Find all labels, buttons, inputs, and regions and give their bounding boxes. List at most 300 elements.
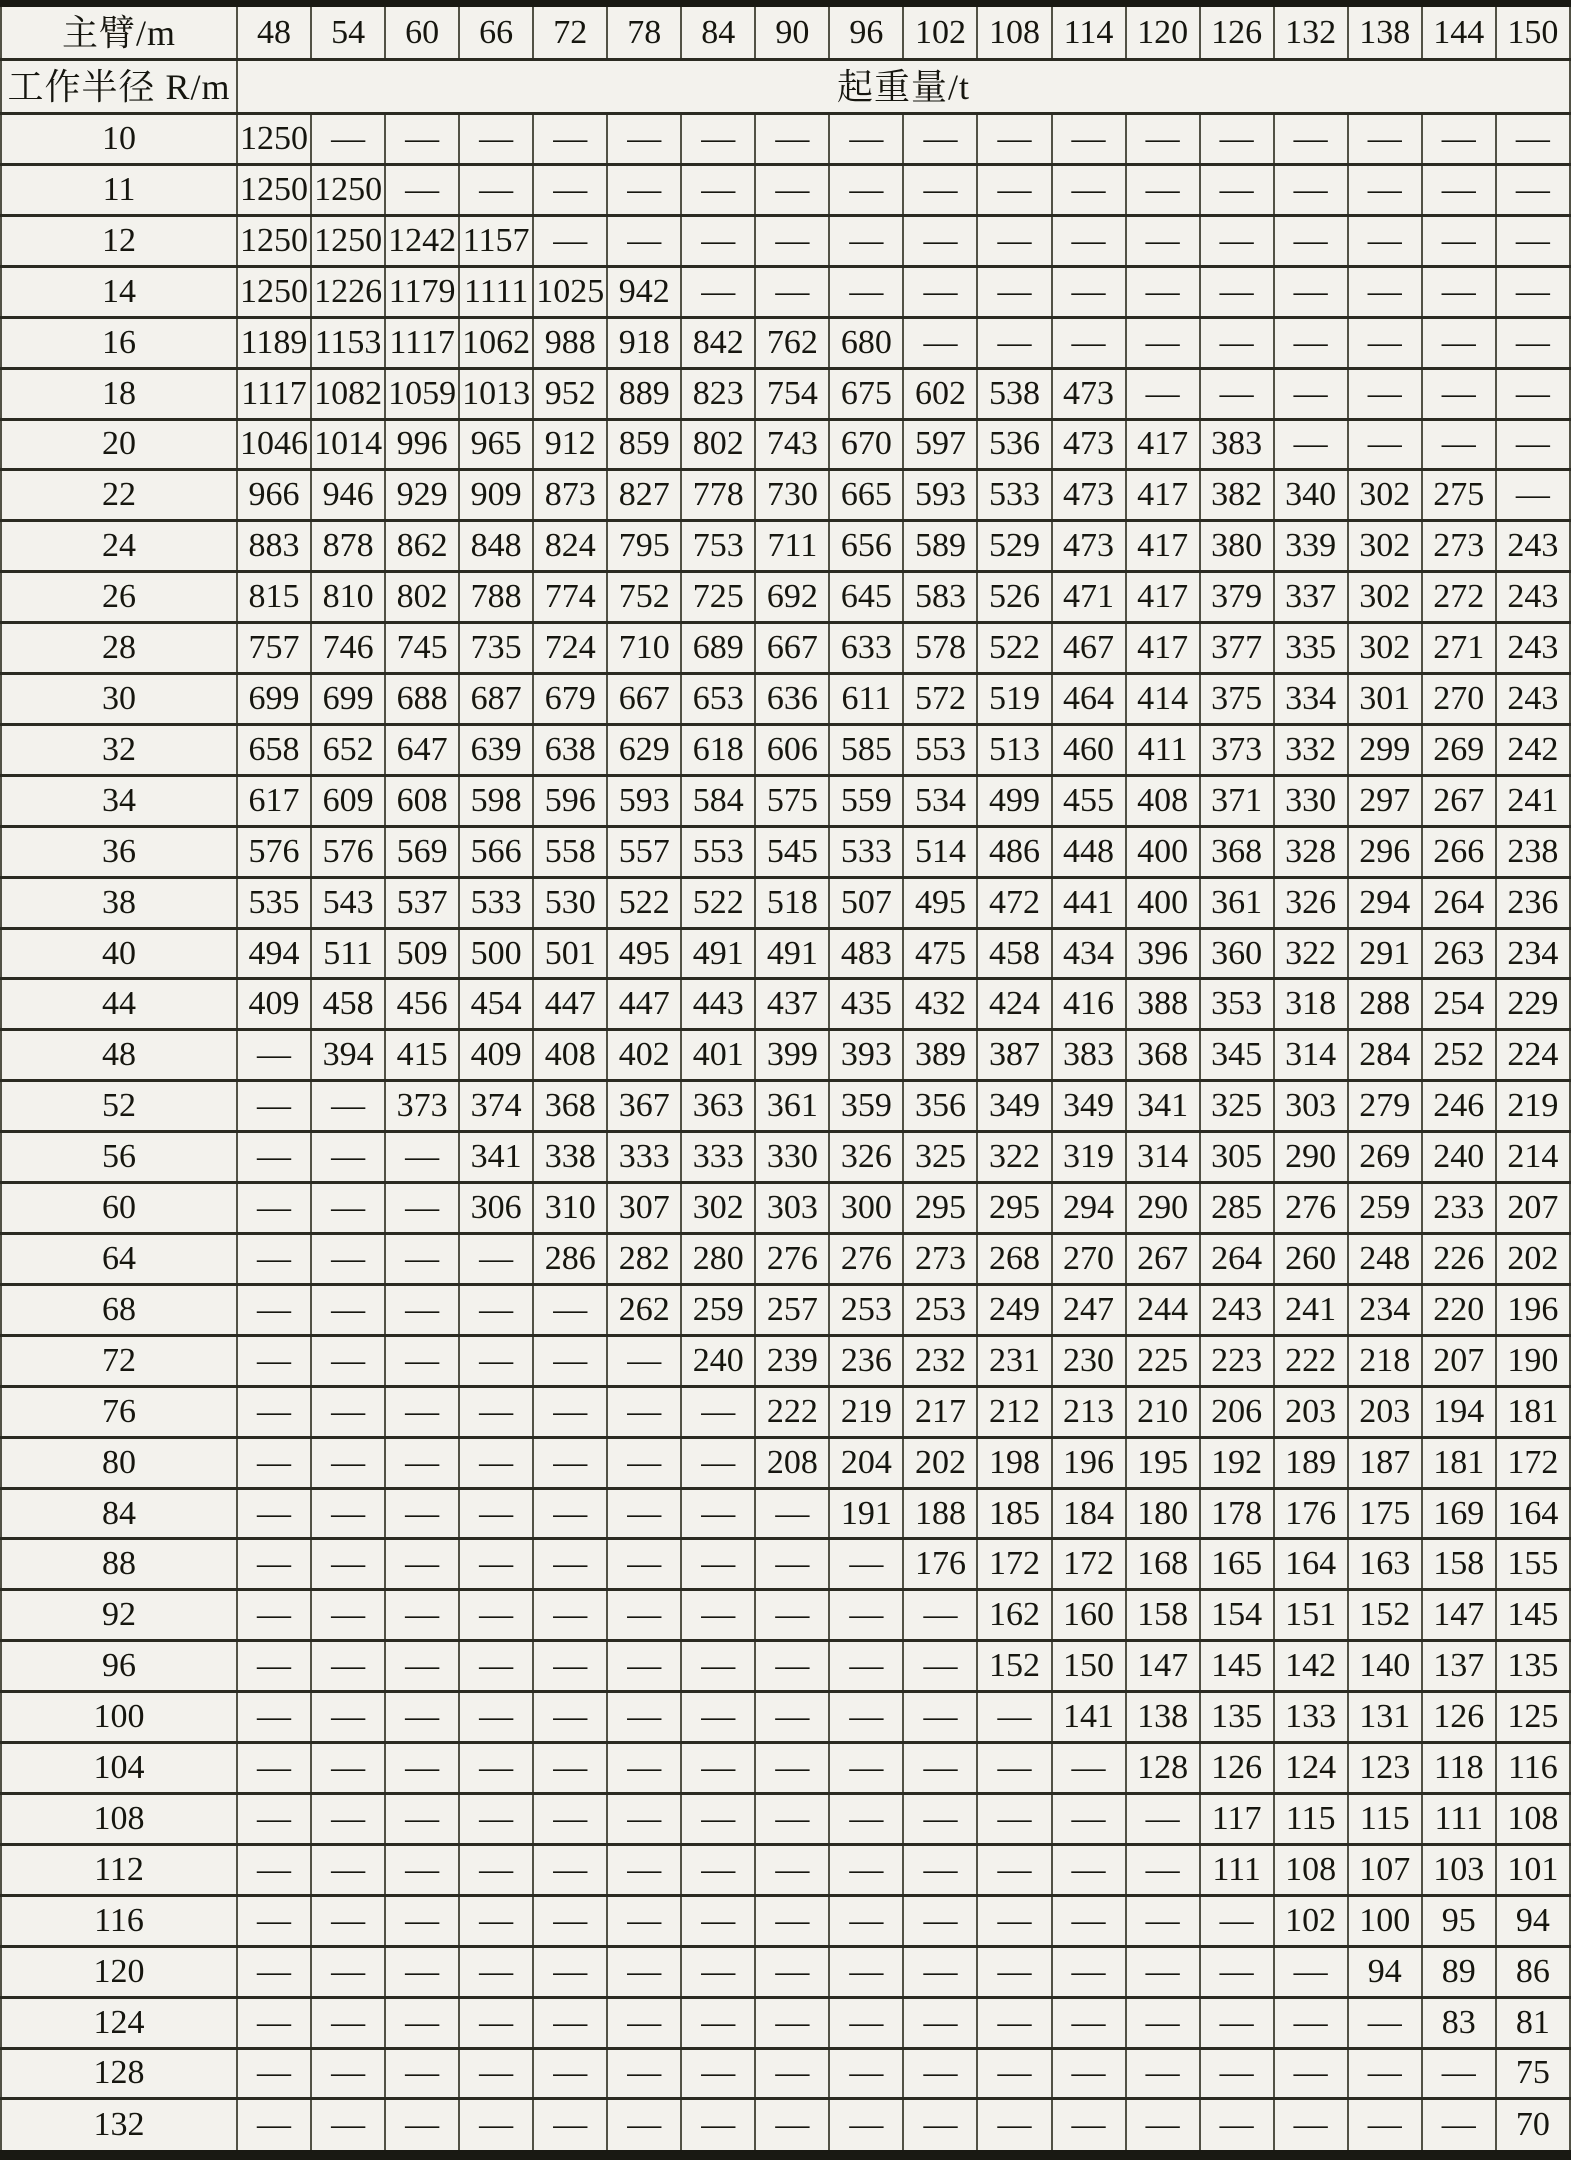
capacity-cell: 142 bbox=[1274, 1641, 1348, 1692]
capacity-cell: 645 bbox=[829, 572, 903, 623]
capacity-cell: 522 bbox=[681, 877, 755, 928]
capacity-cell: 1250 bbox=[311, 215, 385, 266]
capacity-cell: 699 bbox=[311, 674, 385, 725]
capacity-cell: 302 bbox=[1348, 470, 1422, 521]
boom-length-header: 108 bbox=[977, 4, 1051, 60]
capacity-cell: — bbox=[1126, 2048, 1200, 2099]
capacity-cell: 307 bbox=[607, 1183, 681, 1234]
capacity-cell: 219 bbox=[1496, 1081, 1570, 1132]
capacity-cell: — bbox=[755, 1692, 829, 1743]
boom-length-header: 102 bbox=[903, 4, 977, 60]
table-row bbox=[1, 2048, 1570, 2099]
boom-length-header: 120 bbox=[1126, 4, 1200, 60]
capacity-cell: 473 bbox=[1052, 419, 1126, 470]
capacity-cell: — bbox=[311, 1844, 385, 1895]
capacity-cell: — bbox=[903, 266, 977, 317]
capacity-header-row bbox=[1, 60, 1570, 114]
capacity-cell: — bbox=[237, 1234, 311, 1285]
capacity-cell: 219 bbox=[829, 1386, 903, 1437]
capacity-cell: 824 bbox=[533, 521, 607, 572]
capacity-cell: — bbox=[1052, 114, 1126, 165]
table-row bbox=[1, 114, 1570, 165]
capacity-cell: — bbox=[533, 1386, 607, 1437]
capacity-cell: — bbox=[237, 1793, 311, 1844]
capacity-cell: 217 bbox=[903, 1386, 977, 1437]
capacity-cell: 553 bbox=[903, 724, 977, 775]
capacity-cell: 596 bbox=[533, 775, 607, 826]
capacity-cell: 499 bbox=[977, 775, 1051, 826]
capacity-cell: 530 bbox=[533, 877, 607, 928]
capacity-cell: — bbox=[1496, 317, 1570, 368]
capacity-cell: 589 bbox=[903, 521, 977, 572]
table-row bbox=[1, 470, 1570, 521]
capacity-cell: 606 bbox=[755, 724, 829, 775]
capacity-cell: 454 bbox=[459, 979, 533, 1030]
capacity-cell: 667 bbox=[755, 623, 829, 674]
capacity-cell: 778 bbox=[681, 470, 755, 521]
capacity-cell: 152 bbox=[1348, 1590, 1422, 1641]
capacity-cell: 883 bbox=[237, 521, 311, 572]
capacity-cell: 522 bbox=[977, 623, 1051, 674]
capacity-cell: 158 bbox=[1126, 1590, 1200, 1641]
capacity-cell: — bbox=[607, 1437, 681, 1488]
capacity-cell: — bbox=[459, 1386, 533, 1437]
capacity-cell: — bbox=[607, 1946, 681, 1997]
capacity-cell: 94 bbox=[1496, 1895, 1570, 1946]
capacity-cell: 361 bbox=[755, 1081, 829, 1132]
capacity-cell: 460 bbox=[1052, 724, 1126, 775]
capacity-cell: — bbox=[681, 1844, 755, 1895]
radius-cell: 72 bbox=[1, 1335, 237, 1386]
capacity-cell: 583 bbox=[903, 572, 977, 623]
radius-cell: 96 bbox=[1, 1641, 237, 1692]
capacity-cell: — bbox=[1052, 1743, 1126, 1794]
capacity-cell: 942 bbox=[607, 266, 681, 317]
capacity-cell: 1250 bbox=[237, 266, 311, 317]
capacity-cell: 724 bbox=[533, 623, 607, 674]
capacity-cell: 566 bbox=[459, 826, 533, 877]
capacity-cell: 310 bbox=[533, 1183, 607, 1234]
capacity-cell: 276 bbox=[829, 1234, 903, 1285]
capacity-cell: — bbox=[311, 1437, 385, 1488]
capacity-cell: — bbox=[755, 114, 829, 165]
capacity-cell: — bbox=[237, 1284, 311, 1335]
capacity-cell: 94 bbox=[1348, 1946, 1422, 1997]
capacity-cell: — bbox=[1348, 164, 1422, 215]
capacity-cell: 208 bbox=[755, 1437, 829, 1488]
capacity-cell: — bbox=[1052, 266, 1126, 317]
capacity-cell: 271 bbox=[1422, 623, 1496, 674]
capacity-cell: 204 bbox=[829, 1437, 903, 1488]
capacity-cell: 285 bbox=[1200, 1183, 1274, 1234]
radius-cell: 44 bbox=[1, 979, 237, 1030]
capacity-cell: 247 bbox=[1052, 1284, 1126, 1335]
capacity-cell: — bbox=[385, 1234, 459, 1285]
capacity-cell: — bbox=[385, 1946, 459, 1997]
capacity-cell: 1179 bbox=[385, 266, 459, 317]
capacity-cell: — bbox=[1200, 114, 1274, 165]
capacity-cell: — bbox=[681, 2099, 755, 2155]
capacity-cell: 154 bbox=[1200, 1590, 1274, 1641]
capacity-cell: 294 bbox=[1348, 877, 1422, 928]
capacity-cell: 86 bbox=[1496, 1946, 1570, 1997]
capacity-cell: — bbox=[977, 1844, 1051, 1895]
capacity-cell: 537 bbox=[385, 877, 459, 928]
capacity-cell: 268 bbox=[977, 1234, 1051, 1285]
capacity-cell: 518 bbox=[755, 877, 829, 928]
capacity-cell: 529 bbox=[977, 521, 1051, 572]
capacity-cell: 952 bbox=[533, 368, 607, 419]
boom-length-header: 96 bbox=[829, 4, 903, 60]
capacity-cell: 745 bbox=[385, 623, 459, 674]
capacity-cell: — bbox=[755, 164, 829, 215]
capacity-cell: 116 bbox=[1496, 1743, 1570, 1794]
capacity-cell: 534 bbox=[903, 775, 977, 826]
capacity-cell: — bbox=[755, 1539, 829, 1590]
capacity-cell: 401 bbox=[681, 1030, 755, 1081]
capacity-cell: 680 bbox=[829, 317, 903, 368]
capacity-cell: 377 bbox=[1200, 623, 1274, 674]
capacity-cell: — bbox=[681, 1386, 755, 1437]
capacity-cell: — bbox=[607, 114, 681, 165]
capacity-cell: 243 bbox=[1200, 1284, 1274, 1335]
boom-header-row bbox=[1, 4, 1570, 60]
boom-length-header: 84 bbox=[681, 4, 755, 60]
capacity-cell: 611 bbox=[829, 674, 903, 725]
capacity-cell: — bbox=[385, 1590, 459, 1641]
capacity-cell: 264 bbox=[1200, 1234, 1274, 1285]
capacity-cell: — bbox=[1348, 368, 1422, 419]
capacity-cell: 100 bbox=[1348, 1895, 1422, 1946]
capacity-cell: 306 bbox=[459, 1183, 533, 1234]
capacity-cell: — bbox=[903, 114, 977, 165]
table-row bbox=[1, 1488, 1570, 1539]
capacity-cell: 1153 bbox=[311, 317, 385, 368]
capacity-cell: — bbox=[977, 215, 1051, 266]
capacity-cell: 246 bbox=[1422, 1081, 1496, 1132]
capacity-cell: 495 bbox=[903, 877, 977, 928]
capacity-cell: — bbox=[533, 2099, 607, 2155]
capacity-cell: — bbox=[385, 114, 459, 165]
capacity-cell: 189 bbox=[1274, 1437, 1348, 1488]
capacity-cell: 240 bbox=[1422, 1132, 1496, 1183]
capacity-cell: — bbox=[385, 1335, 459, 1386]
capacity-cell: — bbox=[311, 1997, 385, 2048]
capacity-cell: — bbox=[459, 1539, 533, 1590]
capacity-cell: — bbox=[1274, 1946, 1348, 1997]
capacity-cell: — bbox=[1274, 1997, 1348, 2048]
capacity-cell: — bbox=[237, 1997, 311, 2048]
radius-cell: 30 bbox=[1, 674, 237, 725]
capacity-cell: 593 bbox=[607, 775, 681, 826]
capacity-cell: 229 bbox=[1496, 979, 1570, 1030]
table-row bbox=[1, 164, 1570, 215]
capacity-cell: — bbox=[829, 1946, 903, 1997]
capacity-cell: — bbox=[1126, 266, 1200, 317]
capacity-cell: 464 bbox=[1052, 674, 1126, 725]
capacity-cell: — bbox=[1274, 2048, 1348, 2099]
capacity-cell: — bbox=[1274, 164, 1348, 215]
capacity-cell: — bbox=[829, 2048, 903, 2099]
capacity-cell: 519 bbox=[977, 674, 1051, 725]
capacity-cell: 349 bbox=[1052, 1081, 1126, 1132]
capacity-cell: — bbox=[903, 2048, 977, 2099]
capacity-cell: 424 bbox=[977, 979, 1051, 1030]
capacity-cell: 810 bbox=[311, 572, 385, 623]
capacity-cell: — bbox=[533, 114, 607, 165]
capacity-cell: 815 bbox=[237, 572, 311, 623]
capacity-cell: 688 bbox=[385, 674, 459, 725]
capacity-cell: 699 bbox=[237, 674, 311, 725]
capacity-cell: 514 bbox=[903, 826, 977, 877]
capacity-cell: 210 bbox=[1126, 1386, 1200, 1437]
capacity-cell: — bbox=[385, 1641, 459, 1692]
capacity-cell: 239 bbox=[755, 1335, 829, 1386]
capacity-cell: 194 bbox=[1422, 1386, 1496, 1437]
capacity-cell: 471 bbox=[1052, 572, 1126, 623]
capacity-cell: — bbox=[681, 114, 755, 165]
capacity-cell: 522 bbox=[607, 877, 681, 928]
capacity-cell: 417 bbox=[1126, 623, 1200, 674]
boom-length-header: 60 bbox=[385, 4, 459, 60]
table-row bbox=[1, 1132, 1570, 1183]
capacity-cell: 165 bbox=[1200, 1539, 1274, 1590]
capacity-cell: 257 bbox=[755, 1284, 829, 1335]
capacity-cell: 135 bbox=[1496, 1641, 1570, 1692]
capacity-cell: — bbox=[311, 1284, 385, 1335]
capacity-cell: 223 bbox=[1200, 1335, 1274, 1386]
capacity-cell: 202 bbox=[1496, 1234, 1570, 1285]
capacity-cell: 230 bbox=[1052, 1335, 1126, 1386]
capacity-cell: — bbox=[1052, 1895, 1126, 1946]
capacity-cell: — bbox=[977, 2048, 1051, 2099]
capacity-cell: — bbox=[755, 215, 829, 266]
capacity-cell: 188 bbox=[903, 1488, 977, 1539]
capacity-cell: 196 bbox=[1496, 1284, 1570, 1335]
capacity-cell: 140 bbox=[1348, 1641, 1422, 1692]
capacity-cell: 417 bbox=[1126, 572, 1200, 623]
radius-header-label: 工作半径 R/m bbox=[1, 60, 237, 114]
capacity-cell: 103 bbox=[1422, 1844, 1496, 1895]
capacity-cell: 572 bbox=[903, 674, 977, 725]
capacity-cell: 168 bbox=[1126, 1539, 1200, 1590]
capacity-cell: — bbox=[903, 1590, 977, 1641]
capacity-cell: — bbox=[1200, 2099, 1274, 2155]
capacity-cell: 368 bbox=[533, 1081, 607, 1132]
table-row bbox=[1, 368, 1570, 419]
capacity-cell: 373 bbox=[385, 1081, 459, 1132]
capacity-cell: — bbox=[681, 1488, 755, 1539]
capacity-cell: 145 bbox=[1200, 1641, 1274, 1692]
radius-cell: 92 bbox=[1, 1590, 237, 1641]
capacity-cell: 363 bbox=[681, 1081, 755, 1132]
capacity-cell: 402 bbox=[607, 1030, 681, 1081]
capacity-cell: 1025 bbox=[533, 266, 607, 317]
capacity-cell: — bbox=[681, 1539, 755, 1590]
capacity-cell: — bbox=[829, 1641, 903, 1692]
capacity-cell: 241 bbox=[1496, 775, 1570, 826]
capacity-cell: — bbox=[533, 1437, 607, 1488]
capacity-cell: — bbox=[311, 1946, 385, 1997]
table-row bbox=[1, 826, 1570, 877]
table-row bbox=[1, 979, 1570, 1030]
capacity-cell: — bbox=[1126, 1895, 1200, 1946]
table-row bbox=[1, 1997, 1570, 2048]
capacity-cell: 687 bbox=[459, 674, 533, 725]
table-row bbox=[1, 266, 1570, 317]
capacity-cell: 576 bbox=[237, 826, 311, 877]
capacity-cell: — bbox=[681, 1437, 755, 1488]
capacity-cell: 299 bbox=[1348, 724, 1422, 775]
capacity-cell: 207 bbox=[1496, 1183, 1570, 1234]
boom-length-header: 114 bbox=[1052, 4, 1126, 60]
radius-cell: 104 bbox=[1, 1743, 237, 1794]
capacity-cell: 260 bbox=[1274, 1234, 1348, 1285]
capacity-cell: 408 bbox=[1126, 775, 1200, 826]
capacity-cell: — bbox=[385, 2099, 459, 2155]
radius-cell: 12 bbox=[1, 215, 237, 266]
capacity-cell: 213 bbox=[1052, 1386, 1126, 1437]
capacity-cell: 859 bbox=[607, 419, 681, 470]
capacity-cell: 889 bbox=[607, 368, 681, 419]
capacity-cell: 862 bbox=[385, 521, 459, 572]
capacity-cell: 224 bbox=[1496, 1030, 1570, 1081]
capacity-cell: — bbox=[607, 1844, 681, 1895]
capacity-cell: 1189 bbox=[237, 317, 311, 368]
table-row bbox=[1, 1692, 1570, 1743]
capacity-cell: — bbox=[237, 1743, 311, 1794]
capacity-cell: — bbox=[1422, 114, 1496, 165]
capacity-cell: — bbox=[903, 1692, 977, 1743]
capacity-cell: — bbox=[681, 1895, 755, 1946]
capacity-cell: — bbox=[1348, 419, 1422, 470]
capacity-cell: — bbox=[1126, 1844, 1200, 1895]
capacity-cell: 1062 bbox=[459, 317, 533, 368]
capacity-cell: 326 bbox=[1274, 877, 1348, 928]
capacity-cell: 341 bbox=[1126, 1081, 1200, 1132]
capacity-cell: 95 bbox=[1422, 1895, 1496, 1946]
capacity-cell: 1242 bbox=[385, 215, 459, 266]
capacity-cell: — bbox=[755, 1895, 829, 1946]
radius-cell: 28 bbox=[1, 623, 237, 674]
capacity-cell: 83 bbox=[1422, 1997, 1496, 2048]
capacity-cell: — bbox=[1274, 114, 1348, 165]
capacity-cell: — bbox=[1348, 2099, 1422, 2155]
capacity-cell: 409 bbox=[459, 1030, 533, 1081]
capacity-cell: 147 bbox=[1422, 1590, 1496, 1641]
capacity-cell: 115 bbox=[1348, 1793, 1422, 1844]
capacity-cell: — bbox=[977, 1793, 1051, 1844]
capacity-cell: 538 bbox=[977, 368, 1051, 419]
capacity-cell: 399 bbox=[755, 1030, 829, 1081]
capacity-cell: 123 bbox=[1348, 1743, 1422, 1794]
capacity-cell: 152 bbox=[977, 1641, 1051, 1692]
capacity-cell: — bbox=[1348, 2048, 1422, 2099]
capacity-cell: 294 bbox=[1052, 1183, 1126, 1234]
capacity-cell: 300 bbox=[829, 1183, 903, 1234]
capacity-cell: 675 bbox=[829, 368, 903, 419]
capacity-cell: — bbox=[459, 1743, 533, 1794]
capacity-cell: — bbox=[607, 1895, 681, 1946]
capacity-cell: 578 bbox=[903, 623, 977, 674]
capacity-cell: — bbox=[1200, 368, 1274, 419]
capacity-cell: — bbox=[533, 1488, 607, 1539]
capacity-cell: — bbox=[681, 1946, 755, 1997]
capacity-cell: — bbox=[755, 1743, 829, 1794]
capacity-cell: 301 bbox=[1348, 674, 1422, 725]
capacity-cell: 349 bbox=[977, 1081, 1051, 1132]
capacity-cell: 415 bbox=[385, 1030, 459, 1081]
radius-cell: 10 bbox=[1, 114, 237, 165]
capacity-cell: 243 bbox=[1496, 674, 1570, 725]
capacity-cell: — bbox=[1496, 114, 1570, 165]
capacity-cell: 259 bbox=[681, 1284, 755, 1335]
capacity-cell: 107 bbox=[1348, 1844, 1422, 1895]
capacity-cell: — bbox=[681, 1692, 755, 1743]
capacity-cell: — bbox=[1496, 215, 1570, 266]
boom-length-header: 54 bbox=[311, 4, 385, 60]
capacity-cell: 280 bbox=[681, 1234, 755, 1285]
capacity-cell: — bbox=[1052, 2099, 1126, 2155]
capacity-cell: 501 bbox=[533, 928, 607, 979]
capacity-cell: — bbox=[1348, 114, 1422, 165]
capacity-cell: — bbox=[1274, 317, 1348, 368]
radius-cell: 16 bbox=[1, 317, 237, 368]
capacity-cell: 802 bbox=[385, 572, 459, 623]
capacity-cell: 243 bbox=[1496, 623, 1570, 674]
capacity-cell: — bbox=[311, 1641, 385, 1692]
capacity-cell: 584 bbox=[681, 775, 755, 826]
capacity-cell: 295 bbox=[903, 1183, 977, 1234]
capacity-cell: 752 bbox=[607, 572, 681, 623]
capacity-cell: — bbox=[755, 1793, 829, 1844]
capacity-cell: 638 bbox=[533, 724, 607, 775]
capacity-cell: 339 bbox=[1274, 521, 1348, 572]
capacity-cell: 111 bbox=[1422, 1793, 1496, 1844]
capacity-cell: — bbox=[237, 2048, 311, 2099]
capacity-cell: — bbox=[311, 1793, 385, 1844]
capacity-cell: 593 bbox=[903, 470, 977, 521]
table-row bbox=[1, 1743, 1570, 1794]
capacity-cell: 259 bbox=[1348, 1183, 1422, 1234]
capacity-cell: 225 bbox=[1126, 1335, 1200, 1386]
capacity-cell: 647 bbox=[385, 724, 459, 775]
capacity-cell: 135 bbox=[1200, 1692, 1274, 1743]
capacity-cell: 288 bbox=[1348, 979, 1422, 1030]
capacity-cell: 513 bbox=[977, 724, 1051, 775]
capacity-cell: — bbox=[533, 1895, 607, 1946]
capacity-cell: — bbox=[607, 1692, 681, 1743]
capacity-cell: 710 bbox=[607, 623, 681, 674]
capacity-cell: 117 bbox=[1200, 1793, 1274, 1844]
capacity-cell: 248 bbox=[1348, 1234, 1422, 1285]
capacity-cell: — bbox=[459, 1793, 533, 1844]
capacity-cell: 232 bbox=[903, 1335, 977, 1386]
capacity-cell: 303 bbox=[1274, 1081, 1348, 1132]
capacity-cell: 411 bbox=[1126, 724, 1200, 775]
capacity-cell: — bbox=[903, 1641, 977, 1692]
capacity-cell: 330 bbox=[755, 1132, 829, 1183]
capacity-cell: 181 bbox=[1496, 1386, 1570, 1437]
capacity-cell: — bbox=[755, 1997, 829, 2048]
capacity-cell: 108 bbox=[1496, 1793, 1570, 1844]
capacity-cell: — bbox=[1126, 368, 1200, 419]
capacity-cell: — bbox=[237, 1692, 311, 1743]
capacity-cell: 788 bbox=[459, 572, 533, 623]
table-row bbox=[1, 1081, 1570, 1132]
capacity-cell: 302 bbox=[681, 1183, 755, 1234]
radius-cell: 100 bbox=[1, 1692, 237, 1743]
